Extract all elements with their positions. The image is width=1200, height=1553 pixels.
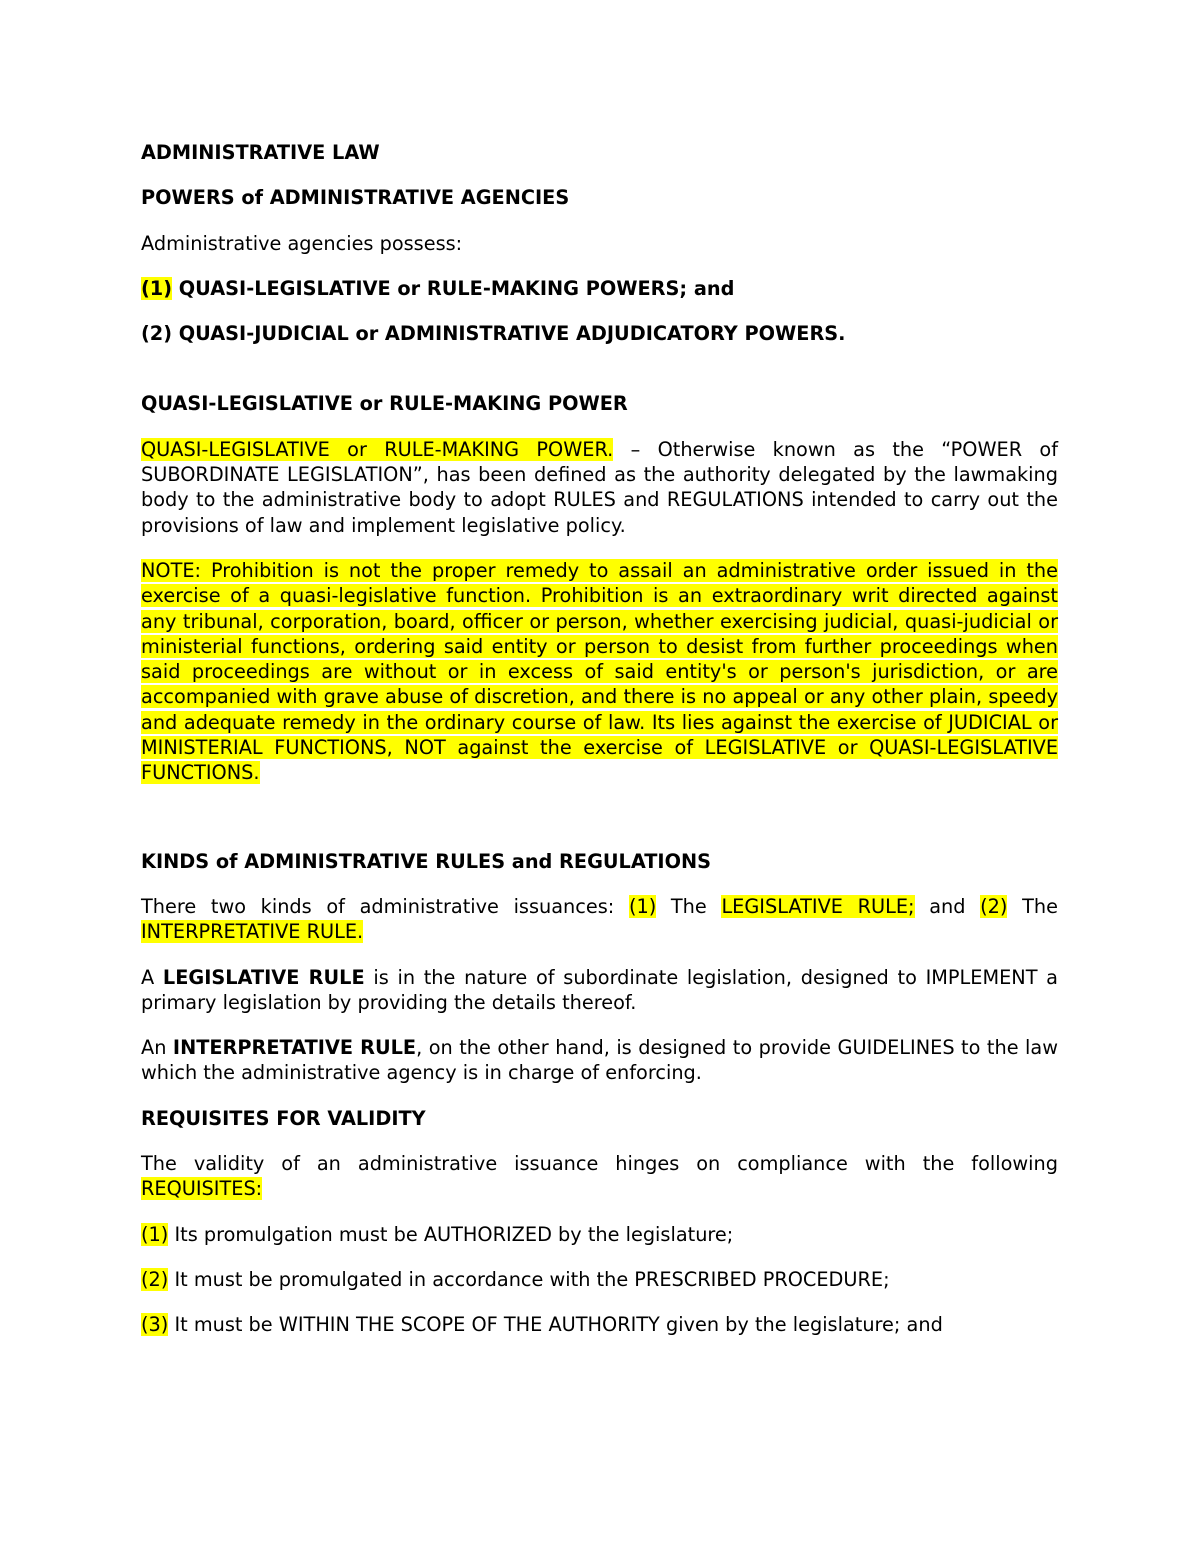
section-heading-requisites: REQUISITES FOR VALIDITY xyxy=(141,1106,426,1130)
kinds-number-1: (1) xyxy=(628,894,657,918)
section-heading-powers: POWERS of ADMINISTRATIVE AGENCIES xyxy=(141,186,570,210)
requisite-text: It must be WITHIN THE SCOPE OF THE AUTHORITY given by the legislature; and xyxy=(168,1313,943,1337)
kinds-text: The xyxy=(1007,894,1058,918)
requisite-text: It must be promulgated in accordance with the PRESCRIBED PROCEDURE; xyxy=(168,1267,890,1291)
legislative-rule-paragraph xyxy=(141,965,1058,1016)
spacer xyxy=(141,346,1058,391)
requisite-item-3 xyxy=(141,1312,1058,1337)
requisite-number: (2) xyxy=(141,1267,169,1291)
kinds-interpretative-rule: INTERPRETATIVE RULE. xyxy=(141,920,364,944)
leg-text: is in the nature of subordinate legislation, designed to IMPLEMENT a primary legislation by providing the details thereof. xyxy=(141,965,1058,1014)
legislative-rule-term: LEGISLATIVE RULE xyxy=(162,965,365,989)
kinds-legislative-rule: LEGISLATIVE RULE; xyxy=(721,894,915,918)
definition-term-highlight: QUASI-LEGISLATIVE or RULE-MAKING POWER. xyxy=(141,437,614,461)
spacer xyxy=(141,786,1058,849)
kinds-number-2: (2) xyxy=(980,894,1008,918)
definition-text: – Otherwise known as the “POWER of SUBORDINATE LEGISLATION”, has been defined as the authority delegated by the lawmaking body to the administrative body to adopt RULES and REGULATIONS intended to carry out the provisions of law and implement legislative policy. xyxy=(141,437,1059,537)
int-text: , on the other hand, is designed to provide GUIDELINES to the law which the administrative agency is in charge of enforcing. xyxy=(141,1036,1058,1085)
definition-paragraph xyxy=(141,437,1058,538)
note-paragraph xyxy=(141,558,1058,786)
section-heading-kinds: KINDS of ADMINISTRATIVE RULES and REGULATIONS xyxy=(141,849,712,873)
powers-intro: Administrative agencies possess: xyxy=(141,231,463,255)
interpretative-rule-paragraph xyxy=(141,1035,1058,1086)
interpretative-rule-term: INTERPRETATIVE RULE xyxy=(172,1036,417,1060)
requisite-text: Its promulgation must be AUTHORIZED by the legislature; xyxy=(168,1222,734,1246)
kinds-text: The xyxy=(656,894,722,918)
section-heading-quasi-legislative: QUASI-LEGISLATIVE or RULE-MAKING POWER xyxy=(141,392,628,416)
item-text: QUASI-LEGISLATIVE or RULE-MAKING POWERS; and xyxy=(172,276,735,300)
kinds-text: There two kinds of administrative issuances: xyxy=(141,894,629,918)
int-text: An xyxy=(141,1036,173,1060)
kinds-text: and xyxy=(914,894,981,918)
requisite-number: (1) xyxy=(141,1222,169,1246)
requisite-item-2 xyxy=(141,1267,1058,1292)
requisites-text: The validity of an administrative issuance hinges on compliance with the following xyxy=(141,1152,1058,1176)
document-title: ADMINISTRATIVE LAW xyxy=(141,141,380,164)
leg-text: A xyxy=(141,965,163,989)
requisites-term-highlight: REQUISITES: xyxy=(141,1177,263,1201)
requisite-item-1 xyxy=(141,1222,1058,1247)
powers-item-1 xyxy=(141,276,1058,301)
powers-item-2: (2) QUASI-JUDICIAL or ADMINISTRATIVE ADJUDICATORY POWERS. xyxy=(141,322,846,346)
item-number-highlight: (1) xyxy=(141,276,173,300)
requisite-number: (3) xyxy=(141,1313,169,1337)
requisites-intro xyxy=(141,1151,1058,1202)
document-body xyxy=(141,140,1058,1358)
kinds-paragraph xyxy=(141,894,1058,945)
note-highlight: NOTE: Prohibition is not the proper remedy to assail an administrative order issued in the exercise of a quasi-legislative function. Prohibition is an extraordinary writ directed against any tribunal, corporation, board, officer or person, whether exercising judicial, quasi-judicial or ministerial functions, ordering said entity or person to desist from further proceedings when said proceedings are without or in excess of said entity's or person's jurisdiction, or are accompanied with grave abuse of discretion, and there is no appeal or any other plain, speedy and adequate remedy in the ordinary course of law. Its lies against the exercise of JUDICIAL or MINISTERIAL FUNCTIONS, NOT against the exercise of LEGISLATIVE or QUASI-LEGISLATIVE FUNCTIONS. xyxy=(141,558,1058,785)
